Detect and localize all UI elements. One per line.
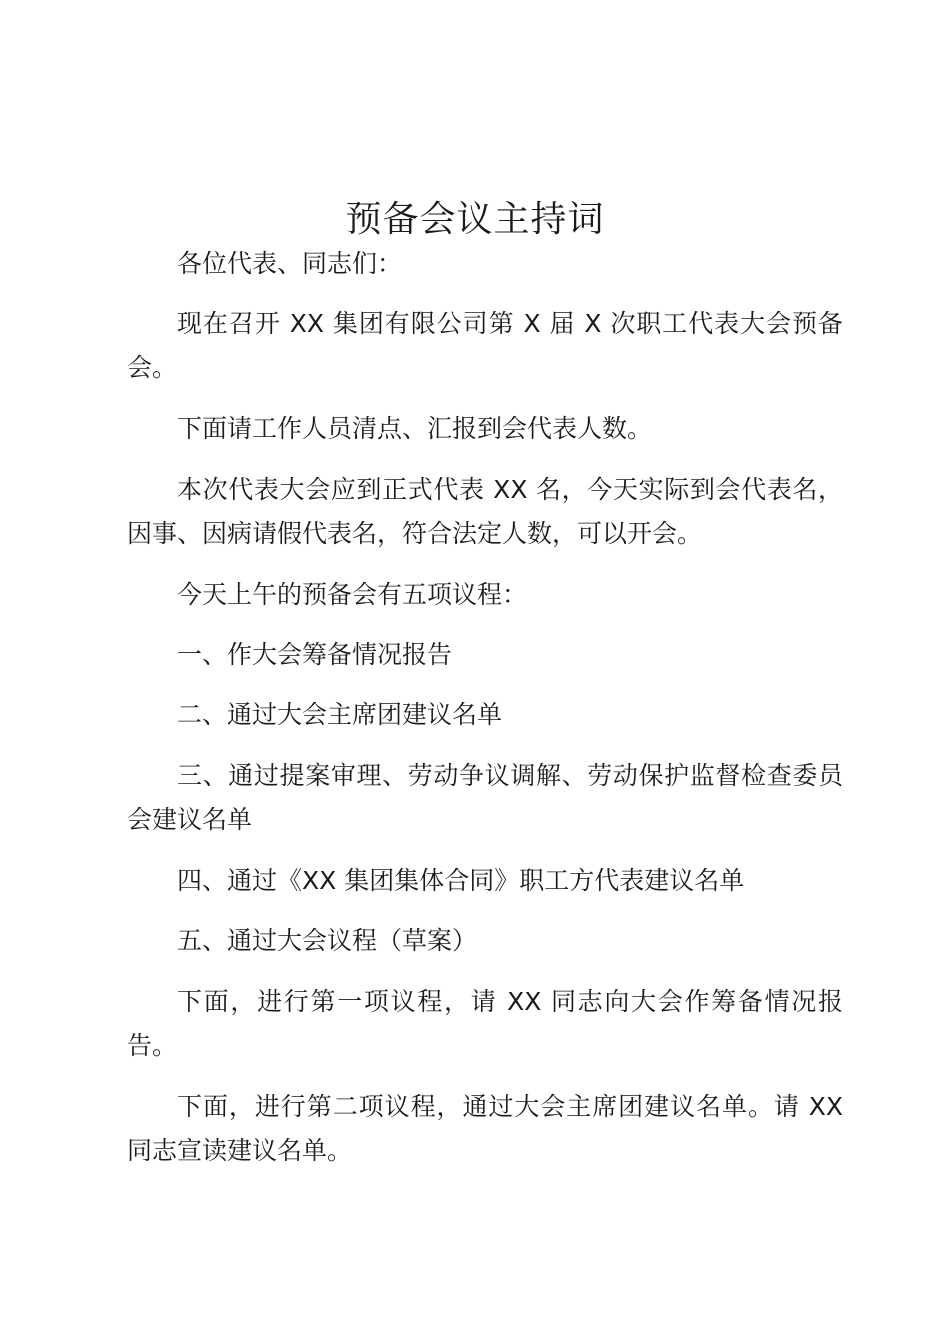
agenda-intro-paragraph: 今天上午的预备会有五项议程： (177, 580, 528, 609)
opening-paragraph: 现在召开 XX 集团有限公司第 X 届 X 次职工代表大会预备会。 (127, 309, 843, 382)
first-agenda-paragraph: 下面，进行第一项议程，请 XX 同志向大会作筹备情况报告。 (127, 987, 843, 1060)
agenda-item-2: 二、通过大会主席团建议名单 (177, 700, 503, 729)
salutation-paragraph: 各位代表、同志们： (177, 249, 403, 278)
attendance-paragraph: 本次代表大会应到正式代表 XX 名，今天实际到会代表名，因事、因病请假代表名，符合法定人数，可以开会。 (127, 475, 843, 548)
page-title: 预备会议主持词 (345, 199, 605, 241)
second-agenda-paragraph: 下面，进行第二项议程，通过大会主席团建议名单。请 XX 同志宣读建议名单。 (127, 1092, 843, 1165)
agenda-item-5: 五、通过大会议程（草案） (177, 926, 478, 955)
headcount-request-paragraph: 下面请工作人员清点、汇报到会代表人数。 (177, 414, 653, 443)
agenda-item-3: 三、通过提案审理、劳动争议调解、劳动保护监督检查委员会建议名单 (127, 761, 843, 834)
agenda-item-4: 四、通过《XX 集团集体合同》职工方代表建议名单 (177, 866, 745, 895)
agenda-item-1: 一、作大会筹备情况报告 (177, 640, 453, 669)
